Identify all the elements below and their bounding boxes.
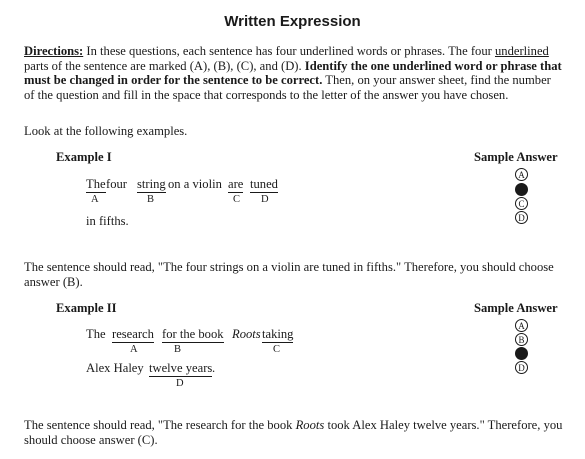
ex2-underline-b: for the book: [162, 327, 224, 341]
ex2-answer-bubble-d[interactable]: D: [515, 361, 528, 374]
ex1-letter-c: C: [233, 194, 241, 205]
ex1-underline-a: The: [86, 177, 106, 191]
ex2-answer-bubble-a[interactable]: A: [515, 319, 528, 332]
example-2-sample-header: Sample Answer: [474, 301, 558, 315]
ex1-underline-d: tuned: [250, 177, 278, 191]
ex2-text-period: .: [212, 361, 216, 375]
directions-text-1: In these questions, each sentence has four underlined words or phrases. The four: [83, 44, 495, 58]
ex2-underline-d: twelve years: [149, 361, 213, 375]
explanation-1: The sentence should read, "The four strings on a violin are tuned in fifths." Therefore, you should choose answer (B).: [24, 260, 554, 289]
ex2-text-alex: Alex Haley: [86, 361, 144, 375]
example-2-label: Example II: [56, 301, 117, 315]
explanation-2-text-1: The sentence should read, "The research for the book: [24, 418, 296, 432]
directions-text-6: underlined word or phrase that must be changed in order for the sentence to be correct.: [24, 58, 562, 88]
explanation-2-text-3: took Alex Haley twelve years." Therefore, you should choose answer (C).: [24, 418, 563, 447]
ex1-answer-bubble-a[interactable]: A: [515, 168, 528, 181]
example-1-label: Example I: [56, 150, 112, 164]
ex1-line-2: in fifths.: [86, 214, 129, 228]
ex1-letter-b: B: [147, 194, 155, 205]
ex2-answer-bubble-b[interactable]: B: [515, 333, 528, 346]
ex2-letter-a: A: [130, 344, 138, 355]
page-title: Written Expression: [224, 13, 361, 30]
ex2-answer-bubble-c[interactable]: C: [515, 347, 528, 360]
ex2-underline-c: taking: [262, 327, 294, 341]
ex2-letter-c: C: [273, 344, 281, 355]
ex2-letter-d: D: [176, 378, 184, 389]
directions-text-2: underlined: [494, 44, 549, 58]
ex2-text-roots: Roots: [232, 327, 261, 341]
ex1-underline-c: are: [228, 177, 244, 191]
example-1-sample-header: Sample Answer: [474, 150, 558, 164]
directions-text-7: Then, on your answer sheet, find the number of the question and fill in the space that corresponds to the letter of the answer you have chosen.: [24, 73, 551, 102]
ex2-letter-b: B: [174, 344, 182, 355]
directions-paragraph: [24, 44, 564, 102]
explanation-2: [24, 418, 569, 447]
directions-emphasis-one: one: [370, 58, 390, 73]
ex1-letter-d: D: [261, 194, 269, 205]
ex1-underline-b: string: [137, 177, 166, 191]
ex1-answer-bubble-d[interactable]: D: [515, 211, 528, 224]
ex1-answer-bubble-b[interactable]: B: [515, 183, 528, 196]
directions-text-3: parts of the sentence are marked (A), (B), (C), and (D).: [24, 58, 305, 73]
explanation-2-roots: Roots: [295, 418, 325, 432]
ex2-underline-a: research: [112, 327, 154, 341]
directions-label: Directions:: [24, 44, 84, 58]
look-text: Look at the following examples.: [24, 124, 188, 138]
example-2-line-2: [86, 361, 286, 393]
directions-text-4: Identify the: [304, 58, 371, 73]
ex1-answer-bubble-c[interactable]: C: [515, 197, 528, 210]
ex1-letter-a: A: [91, 194, 99, 205]
ex1-text-on-a-violin: on a violin: [168, 177, 222, 191]
ex2-text-the: The: [86, 327, 106, 341]
ex1-text-four: four: [106, 177, 127, 191]
example-1-sentence: [86, 177, 386, 227]
example-2-sentence: [86, 327, 346, 359]
